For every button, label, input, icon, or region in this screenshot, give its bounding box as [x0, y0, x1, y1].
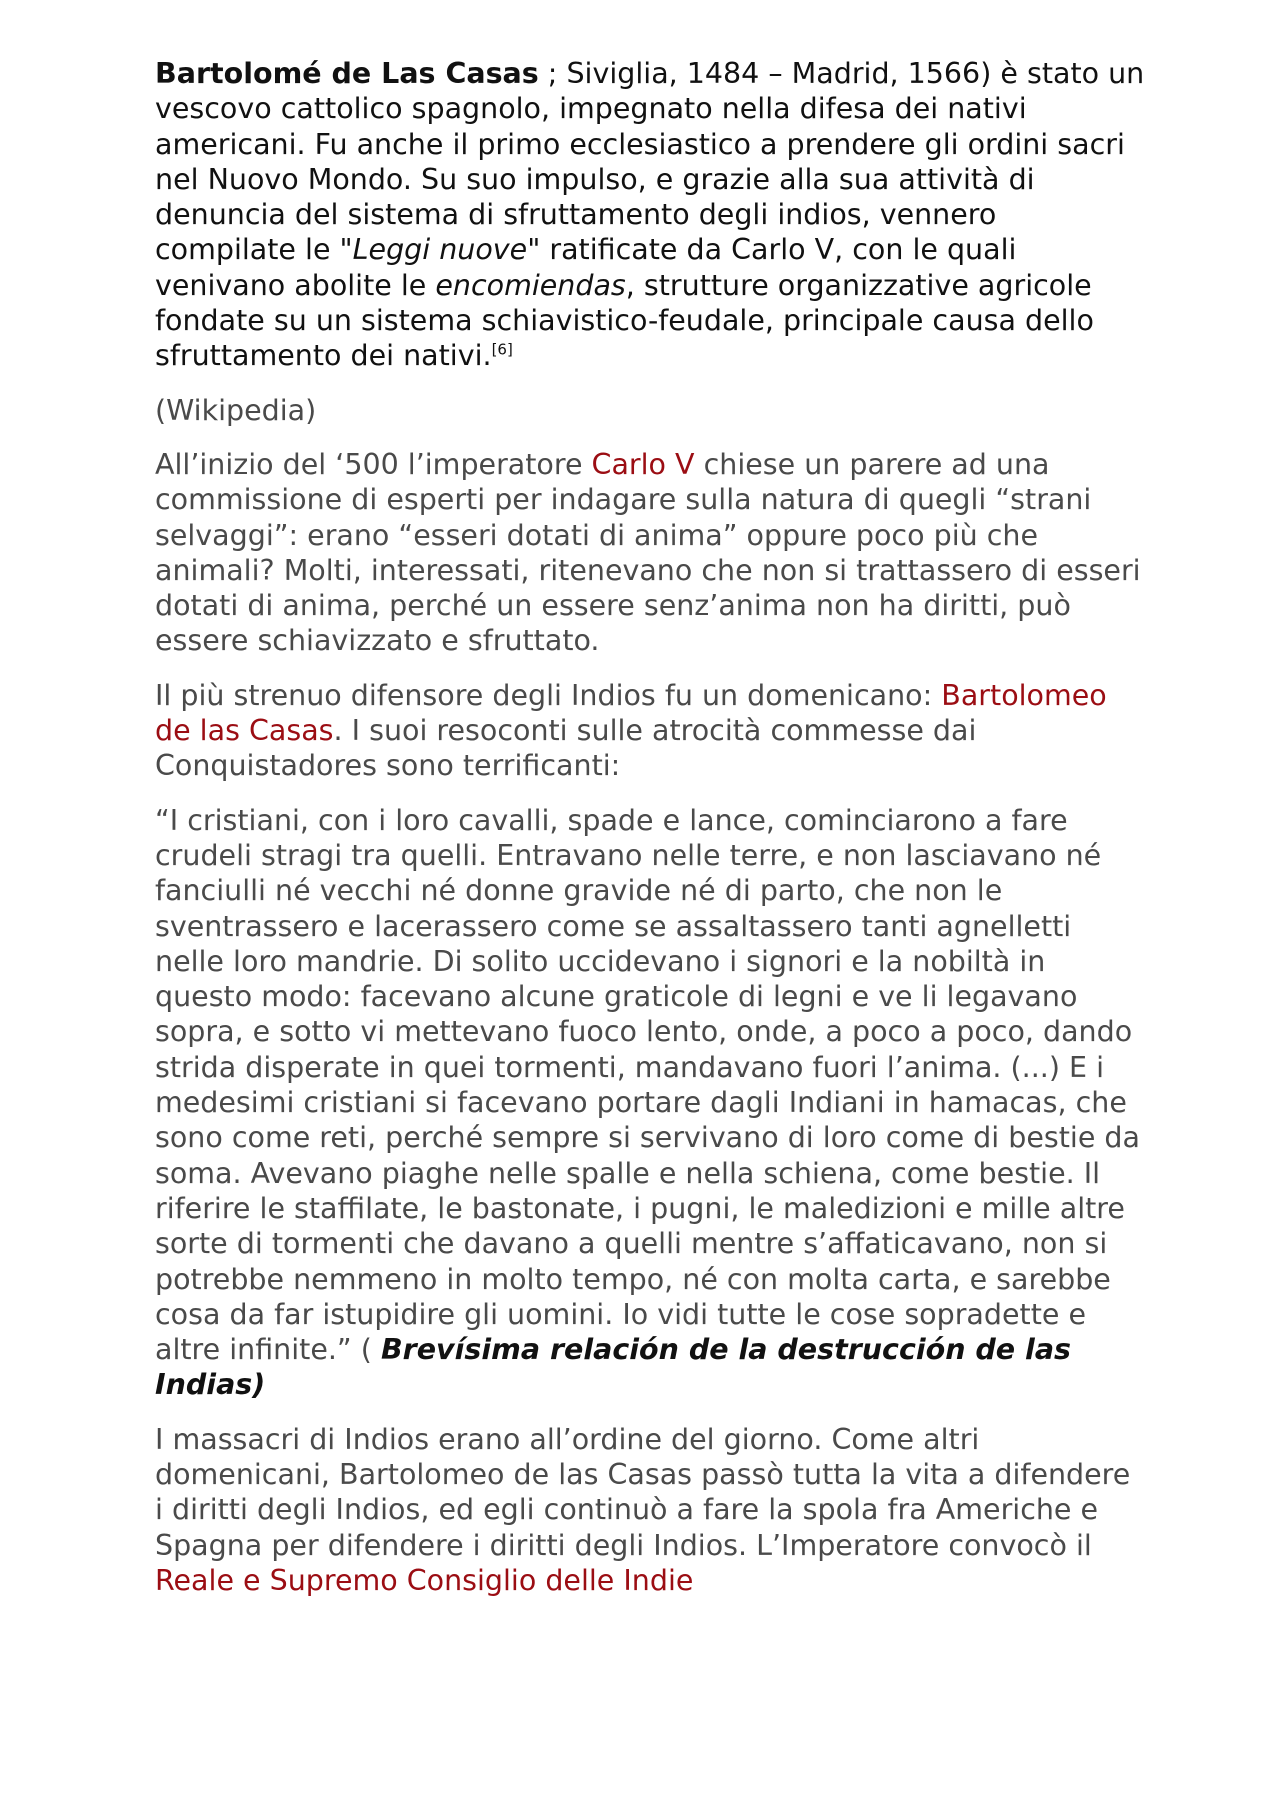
subject-name: Bartolomé de Las Casas — [155, 57, 539, 90]
paragraph-difensore-text-2: . I suoi resoconti sulle atrocità commesse dai Conquistadores sono terrificanti: — [155, 714, 977, 783]
footnote-ref[interactable]: [6] — [491, 340, 513, 359]
encomiendas-term: encomiendas — [435, 268, 626, 302]
paragraph-carlo — [155, 447, 1145, 659]
quote-text: “I cristiani, con i loro cavalli, spade e lance, cominciarono a fare crudeli stragi tra quelli. Entravano nelle terre, e non lasciavano né fanciulli né vecchi né donne gravide né di parto, che non le sventrassero e lacerassero come se assaltassero tanti agnelletti nelle loro mandrie. Di solito uccidevano i signori e la nobiltà in questo modo: facevano alcune graticole di legni e ve li legavano sopra, e sotto vi mettevano fuoco lento, onde, a poco a poco, dando strida disperate in quei tormenti, mandavano fuori l’anima. (...) E i medesimi cristiani si facevano portare dagli Indiani in hamacas, che sono come reti, perché sempre si servivano di loro come di bestie da soma. Avevano piaghe nelle spalle e nella schiena, come bestie. Il riferire le staffilate, le bastonate, i pugni, le maledizioni e mille altre sorte di tormenti che davano a quelli mentre s’affaticavano, non si potrebbe nemmeno in molto tempo, né con molta carta, e sarebbe cosa da far istupidire gli uomini. Io vidi tutte le cose sopradette e altre infinite.” ( — [155, 803, 1140, 1367]
source-attribution: (Wikipedia) — [155, 393, 317, 427]
document-page — [155, 56, 1145, 1617]
quote-paragraph — [155, 803, 1145, 1403]
link-carlo-v[interactable]: Carlo V — [591, 447, 695, 481]
paragraph-difensore-text: Il più strenuo difensore degli Indios fu un domenicano: — [155, 678, 942, 712]
link-bartolomeo-de-las-casas[interactable]: Bartolomeo de las Casas — [155, 678, 1107, 748]
intro-text-3: , strutture organizzative agricole fondate su un sistema schiavistico-feudale, principale causa dello sfruttamento dei nativi. — [155, 268, 1094, 373]
quote-citation: Brevísima relación de la destrucción de las Indias) — [155, 1333, 1072, 1402]
paragraph-massacri-text: I massacri di Indios erano all’ordine del giorno. Come altri domenicani, Bartolomeo de las Casas passò tutta la vita a difendere i diritti degli Indios, ed egli continuò a fare la spola fra Americhe e Spagna per difendere i diritti degli Indios. L’Imperatore convocò il — [155, 1422, 1131, 1562]
link-consiglio-delle-indie[interactable]: Reale e Supremo Consiglio delle Indie — [155, 1563, 694, 1597]
paragraph-massacri — [155, 1422, 1145, 1598]
paragraph-carlo-text: All’inizio del ‘500 l’imperatore — [155, 447, 592, 481]
intro-text: ; Siviglia, 1484 – Madrid, 1566) è stato un vescovo cattolico spagnolo, impegnato nella difesa dei nativi americani. Fu anche il primo ecclesiastico a prendere gli ordini sacri nel Nuovo Mondo. Su suo impulso, e grazie alla sua attività di denuncia del sistema di sfruttamento degli indios, vennero compilate le " — [155, 57, 1145, 267]
intro-text-2: " ratificate da Carlo V, con le quali venivano abolite le — [155, 233, 1017, 302]
intro-paragraph — [155, 56, 1145, 374]
paragraph-difensore — [155, 678, 1145, 784]
paragraph-carlo-text-2: chiese un parere ad una commissione di esperti per indagare sulla natura di quegli “strani selvaggi”: erano “esseri dotati di anima” oppure poco più che animali? Molti, interessati, ritenevano che non si trattassero di esseri dotati di anima, perché un essere senz’anima non ha diritti, può essere schiavizzato e sfruttato. — [155, 447, 1141, 658]
leggi-nuove-term: Leggi nuove — [352, 233, 528, 267]
